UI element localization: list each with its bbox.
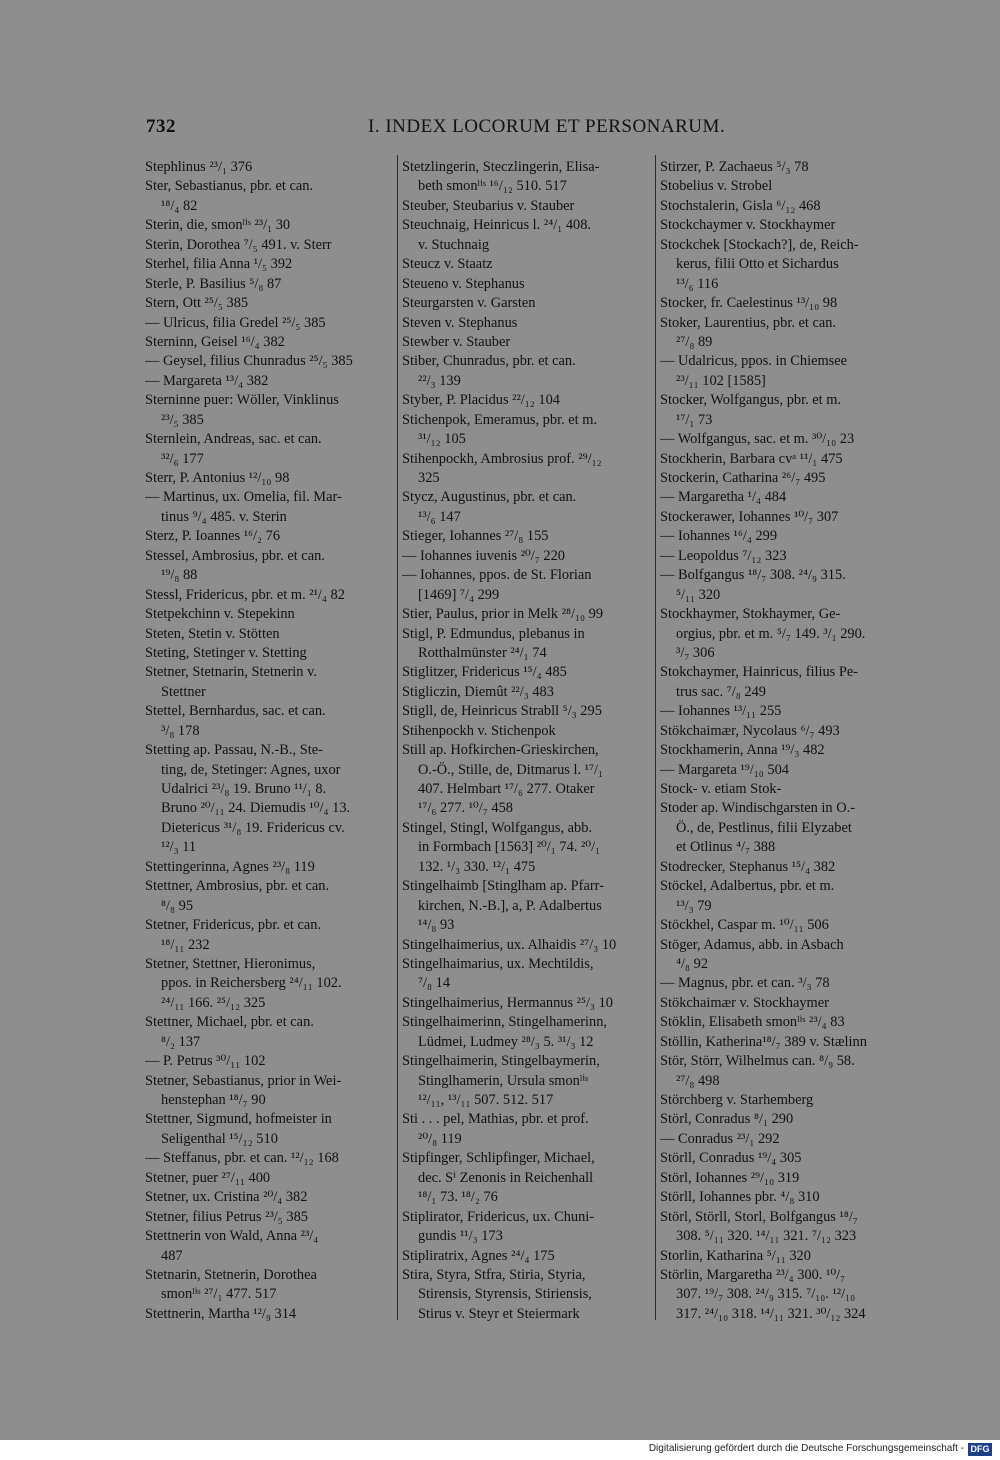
index-entry-line: Sterin, Dorothea ⁷/₅ 491. v. Sterr [145, 236, 332, 253]
index-entry-line: Sti . . . pel, Mathias, pbr. et prof. [402, 1111, 589, 1128]
index-entry-line: Stieger, Iohannes ²⁷/₈ 155 [402, 528, 549, 545]
column-divider [655, 155, 656, 1320]
index-entry-line: — Leopoldus ⁷/₁₂ 323 [660, 547, 787, 564]
index-entry-line: Stettel, Bernhardus, sac. et can. [145, 703, 326, 720]
index-entry-line: ¹³/₃ 79 [676, 897, 712, 914]
index-entry-line: — Martinus, ux. Omelia, fil. Mar- [145, 489, 342, 506]
index-entry-line: Sterninne puer: Wöller, Vinklinus [145, 392, 339, 409]
index-entry-line: Sterr, P. Antonius ¹²/₁₀ 98 [145, 470, 290, 486]
index-entry-line: Stökchaimær, Nycolaus ⁶/₇ 493 [660, 722, 840, 739]
index-entry-line: Stingelhaimerius, ux. Alhaidis ²⁷/₃ 10 [402, 936, 617, 953]
index-entry-line: Stetzlingerin, Steczlingerin, Elisa- [402, 159, 600, 175]
index-entry-line: ¹⁸/₄ 82 [161, 197, 198, 214]
index-entry-line: Stetner, Stetnarin, Stetnerin v. [145, 664, 317, 681]
index-entry-line: Stingel, Stingl, Wolfgangus, abb. [402, 819, 593, 836]
index-entry-line: gundis ¹¹/₃ 173 [418, 1228, 503, 1245]
index-entry-line: — P. Petrus ³⁰/₁₁ 102 [145, 1053, 266, 1070]
index-entry-line: 308. ⁵/₁₁ 320. ¹⁴/₁₁ 321. ⁷/₁₂ 323 [676, 1228, 857, 1245]
index-entry-line: ³/₇ 306 [676, 644, 715, 661]
index-entry-line: 487 [161, 1247, 183, 1264]
index-entry-line: Stockhaymer, Stokhaymer, Ge- [660, 606, 841, 623]
index-entry-line: Stingelhaimerin, Stingelbaymerin, [402, 1053, 600, 1070]
index-entry-line: kirchen, N.-B.], a, P. Adalbertus [418, 897, 602, 914]
index-entry-line: kerus, filii Otto et Sichardus [676, 256, 839, 273]
index-entry-line: Steven v. Stephanus [402, 314, 518, 331]
index-column-right [660, 158, 908, 1324]
index-entry-line: Stöllin, Katherina¹⁸/₇ 389 v. Stælinn [660, 1033, 867, 1050]
index-entry-line: Stockerawer, Iohannes ¹⁰/₇ 307 [660, 508, 839, 525]
index-entry-line: Still ap. Hofkirchen-Grieskirchen, [402, 742, 599, 759]
index-entry-line: ¹⁷/₆ 277. ¹⁰/₇ 458 [418, 800, 514, 817]
index-entry-line: Störchberg v. Starhemberg [660, 1092, 814, 1108]
index-entry-line: Stirus v. Steyr et Steiermark [418, 1305, 580, 1322]
index-entry-line: Steting, Stetinger v. Stetting [145, 644, 307, 661]
index-entry-line: 307. ¹⁹/₇ 308. ²⁴/₉ 315. ⁷/₁₀. ¹²/₁₀ [676, 1286, 856, 1303]
index-entry-line: Störl, Conradus ⁸/₁ 290 [660, 1111, 794, 1128]
index-entry-line: Stochstalerin, Gisla ⁶/₁₂ 468 [660, 197, 821, 214]
index-entry-line: Stira, Styra, Stfra, Stiria, Styria, [402, 1266, 586, 1283]
index-entry-line: Stokchaymer, Hainricus, filius Pe- [660, 664, 859, 681]
index-column-middle [402, 158, 652, 1324]
index-entry-line: Stiglitzer, Fridericus ¹⁵/₄ 485 [402, 664, 567, 681]
index-entry-line: ⁴/₈ 92 [676, 955, 709, 972]
index-entry-line: [1469] ⁷/₄ 299 [418, 586, 500, 603]
index-entry-line: Stocker, fr. Caelestinus ¹³/₁₀ 98 [660, 295, 838, 312]
index-entry-line: Sterninn, Geisel ¹⁶/₄ 382 [145, 333, 285, 350]
index-column-left [145, 158, 393, 1324]
index-entry-line: ¹⁴/₈ 93 [418, 917, 455, 934]
index-entry-line: ¹⁹/₈ 88 [161, 567, 198, 584]
index-entry-line: Stetner, puer ²⁷/₁₁ 400 [145, 1169, 271, 1186]
index-entry-line: Stetner, ux. Cristina ²⁰/₄ 382 [145, 1189, 308, 1206]
index-entry-line: Stettner, Ambrosius, pbr. et can. [145, 878, 330, 895]
index-entry-line: ¹²/₁₁, ¹³/₁₁ 507. 512. 517 [418, 1092, 554, 1108]
index-entry-line: Ster, Sebastianus, pbr. et can. [145, 178, 314, 195]
index-entry-line: Stiplirator, Fridericus, ux. Chuni- [402, 1208, 595, 1225]
index-entry-line: Stettner, Sigmund, hofmeister in [145, 1111, 332, 1128]
index-entry-line: ¹⁸/₁ 73. ¹⁸/₂ 76 [418, 1189, 498, 1206]
index-entry-line: — Magnus, pbr. et can. ³/₃ 78 [660, 975, 830, 992]
index-entry-line: Stingelhaimerinn, Stingelhamerinn, [402, 1014, 608, 1031]
index-entry-line: Stöger, Adamus, abb. in Asbach [660, 936, 844, 953]
index-entry-line: ppos. in Reichersberg ²⁴/₁₁ 102. [161, 975, 342, 992]
index-entry-line: Stockerin, Catharina ²⁶/₇ 495 [660, 470, 826, 486]
index-entry-line: Stigliczin, Diemût ²²/₃ 483 [402, 683, 554, 700]
index-entry-line: Stör, Störr, Wilhelmus can. ⁸/₉ 58. [660, 1053, 855, 1070]
index-entry-line: ⁸/₂ 137 [161, 1033, 201, 1050]
index-entry-line: Stock- v. etiam Stok- [660, 781, 782, 797]
index-entry-line: Stettingerinna, Agnes ²³/₈ 119 [145, 858, 315, 875]
index-entry-line: Stettner, Michael, pbr. et can. [145, 1014, 314, 1031]
index-entry-line: Stöklin, Elisabeth smonˡⁱˢ ²³/₄ 83 [660, 1014, 845, 1031]
index-entry-line: Stetting ap. Passau, N.-B., Ste- [145, 742, 323, 759]
index-entry-line: Stirensis, Styrensis, Stiriensis, [418, 1286, 592, 1303]
index-entry-line: Lüdmei, Ludmey ²⁸/₃ 5. ³¹/₃ 12 [418, 1033, 594, 1050]
index-entry-line: Stetner, Stettner, Hieronimus, [145, 955, 316, 972]
index-entry-line: — Bolfgangus ¹⁸/₇ 308. ²⁴/₉ 315. [660, 567, 846, 584]
index-entry-line: smonˡⁱˢ ²⁷/₁ 477. 517 [161, 1286, 277, 1303]
index-entry-line: ³/₈ 178 [161, 722, 200, 739]
running-title: I. INDEX LOCORUM ET PERSONARUM. [368, 116, 726, 137]
index-entry-line: Sterz, P. Ioannes ¹⁶/₂ 76 [145, 528, 281, 545]
index-entry-line: ²⁷/₈ 89 [676, 333, 713, 350]
index-entry-line: — Conradus ²³/₁ 292 [660, 1130, 780, 1147]
index-entry-line: Udalrici ²³/₈ 19. Bruno ¹¹/₁ 8. [161, 781, 327, 797]
index-entry-line: ting, de, Stetinger: Agnes, uxor [161, 761, 341, 778]
index-entry-line: 132. ¹/₃ 330. ¹²/₁ 475 [418, 858, 536, 875]
index-entry-line: Stichenpok, Emeramus, pbr. et m. [402, 411, 598, 428]
index-entry-line: Stihenpockh, Ambrosius prof. ²⁹/₁₂ [402, 450, 602, 467]
index-entry-line: Stingelhaimerius, Hermannus ²⁵/₃ 10 [402, 994, 613, 1011]
index-entry-line: ⁷/₈ 14 [418, 975, 451, 992]
index-entry-line: ²⁰/₈ 119 [418, 1130, 462, 1147]
index-entry-line: — Margareta ¹⁹/₁₀ 504 [660, 761, 789, 778]
column-divider [397, 155, 398, 1320]
index-entry-line: ¹³/₆ 116 [676, 275, 719, 292]
index-entry-line: Stöckhel, Caspar m. ¹⁰/₁₁ 506 [660, 917, 829, 934]
index-entry-line: Stodrecker, Stephanus ¹⁵/₄ 382 [660, 858, 836, 875]
index-entry-line: Stessl, Fridericus, pbr. et m. ²¹/₄ 82 [145, 586, 345, 603]
index-entry-line: ⁵/₁₁ 320 [676, 586, 721, 603]
index-entry-line: Stingelhaimb [Stinglham ap. Pfarr- [402, 878, 604, 895]
index-entry-line: Stycz, Augustinus, pbr. et can. [402, 489, 577, 506]
index-entry-line: et Otlinus ⁴/₇ 388 [676, 839, 776, 856]
index-entry-line: — Iohannes ¹³/₁₁ 255 [660, 703, 782, 720]
index-entry-line: Stetner, Sebastianus, prior in Wei- [145, 1072, 342, 1089]
index-entry-line: ²²/₃ 139 [418, 372, 461, 389]
index-entry-line: tinus ⁹/₄ 485. v. Sterin [161, 508, 287, 525]
footer-bar [0, 1440, 1000, 1460]
index-entry-line: ²³/₁₁ 102 [1585] [676, 372, 766, 389]
index-entry-line: Stewber v. Stauber [402, 333, 511, 350]
index-entry-line: Storlin, Katharina ⁵/₁₁ 320 [660, 1247, 811, 1264]
index-entry-line: Stephlinus ²³/₁ 376 [145, 159, 253, 175]
index-entry-line: Sterhel, filia Anna ¹/₅ 392 [145, 256, 293, 273]
index-entry-line: dec. Sⁱ Zenonis in Reichenhall [418, 1169, 594, 1186]
index-entry-line: Störlin, Margaretha ²³/₄ 300. ¹⁰/₇ [660, 1266, 846, 1283]
index-entry-line: — Udalricus, ppos. in Chiemsee [660, 353, 848, 370]
index-entry-line: beth smonˡⁱˢ ¹⁶/₁₂ 510. 517 [418, 178, 567, 195]
dfg-logo: DFG [968, 1443, 992, 1456]
index-entry-line: Stöckel, Adalbertus, pbr. et m. [660, 878, 835, 895]
index-entry-line: — Iohannes, ppos. de St. Florian [402, 567, 592, 584]
index-entry-line: Stoder ap. Windischgarsten in O.- [660, 800, 855, 817]
index-entry-line: ¹⁷/₁ 73 [676, 411, 713, 428]
index-entry-line: — Margareta ¹³/₄ 382 [145, 372, 269, 389]
index-entry-line: Stocker, Wolfgangus, pbr. et m. [660, 392, 842, 409]
index-entry-line: Stier, Paulus, prior in Melk ²⁸/₁₀ 99 [402, 606, 604, 623]
index-entry-line: Stobelius v. Strobel [660, 178, 773, 195]
index-entry-line: Stetpekchinn v. Stepekinn [145, 606, 295, 623]
index-entry-line: Stigl, P. Edmundus, plebanus in [402, 625, 585, 642]
index-entry-line: Steucz v. Staatz [402, 256, 493, 273]
index-entry-line: Stetnarin, Stetnerin, Dorothea [145, 1266, 317, 1283]
index-entry-line: Stökchaimær v. Stockhaymer [660, 994, 829, 1011]
index-entry-line: Bruno ²⁰/₁₁ 24. Diemudis ¹⁰/₄ 13. [161, 800, 351, 817]
index-entry-line: Stigll, de, Heinricus Strabll ⁵/₃ 295 [402, 703, 602, 720]
page-header [146, 116, 906, 142]
index-entry-line: Stern, Ott ²⁵/₅ 385 [145, 295, 249, 312]
index-entry-line: ¹²/₃ 11 [161, 839, 197, 856]
index-entry-line: Sternlein, Andreas, sac. et can. [145, 431, 322, 448]
index-entry-line: in Formbach [1563] ²⁰/₁ 74. ²⁰/₁ [418, 839, 601, 856]
index-entry-line: ¹⁸/₁₁ 232 [161, 936, 210, 953]
index-entry-line: Steuber, Steubarius v. Stauber [402, 197, 575, 214]
index-entry-line: Stoker, Laurentius, pbr. et can. [660, 314, 837, 331]
index-entry-line: — Ulricus, filia Gredel ²⁵/₅ 385 [145, 314, 326, 331]
index-entry-line: Stiber, Chunradus, pbr. et can. [402, 353, 576, 370]
index-entry-line: Styber, P. Placidus ²²/₁₂ 104 [402, 392, 561, 409]
index-entry-line: ¹³/₆ 147 [418, 508, 461, 525]
index-entry-line: ³¹/₁₂ 105 [418, 431, 466, 448]
index-entry-line: Steten, Stetin v. Stötten [145, 625, 280, 642]
index-entry-line: ²⁷/₈ 498 [676, 1072, 720, 1089]
page-number: 732 [146, 116, 176, 137]
index-entry-line: ³²/₆ 177 [161, 450, 204, 467]
index-entry-line: O.-Ö., Stille, de, Ditmarus l. ¹⁷/₁ [418, 761, 604, 778]
index-entry-line: Rotthalmünster ²⁴/₁ 74 [418, 644, 547, 661]
index-entry-line: Stockherin, Barbara cvᵃ ¹¹/₁ 475 [660, 450, 843, 467]
index-entry-line: Ö., de, Pestlinus, filii Elyzabet [676, 819, 852, 836]
index-entry-line: v. Stuchnaig [418, 236, 490, 253]
index-entry-line: 325 [418, 470, 440, 486]
index-entry-line: Stipliratrix, Agnes ²⁴/₄ 175 [402, 1247, 555, 1264]
index-entry-line: Steurgarsten v. Garsten [402, 295, 536, 312]
index-entry-line: Stinglhamerin, Ursula smonˡⁱˢ [418, 1072, 589, 1089]
index-entry-line: trus sac. ⁷/₈ 249 [676, 683, 766, 700]
index-entry-line: Sterin, die, smonˡⁱˢ ²³/₁ 30 [145, 217, 291, 234]
index-entry-line: Stockchek [Stockach?], de, Reich- [660, 236, 859, 253]
index-entry-line: ⁸/₈ 95 [161, 897, 194, 914]
index-entry-line: henstephan ¹⁸/₇ 90 [161, 1092, 266, 1108]
index-entry-line: ²³/₅ 385 [161, 411, 204, 428]
index-entry-line: Stihenpockh v. Stichenpok [402, 722, 556, 739]
index-entry-line: Störl, Störll, Storl, Bolfgangus ¹⁸/₇ [660, 1208, 858, 1225]
index-entry-line: Stirzer, P. Zachaeus ⁵/₃ 78 [660, 159, 809, 175]
index-entry-line: Stetner, Fridericus, pbr. et can. [145, 917, 322, 934]
funding-note: Digitalisierung gefördert durch die Deutsche Forschungsgemeinschaft - [648, 1443, 964, 1454]
index-entry-line: — Margaretha ¹/₄ 484 [660, 489, 787, 506]
index-entry-line: Stessel, Ambrosius, pbr. et can. [145, 547, 325, 564]
index-entry-line: 407. Helmbart ¹⁷/₆ 277. Otaker [418, 781, 595, 797]
index-entry-line: Stettnerin, Martha ¹²/₉ 314 [145, 1305, 297, 1322]
index-entry-line: — Steffanus, pbr. et can. ¹²/₁₂ 168 [145, 1150, 339, 1167]
index-entry-line: Stettnerin von Wald, Anna ²³/₄ [145, 1228, 319, 1245]
index-entry-line: orgius, pbr. et m. ⁵/₇ 149. ³/₁ 290. [676, 625, 866, 642]
index-entry-line: Steuchnaig, Heinricus l. ²⁴/₁ 408. [402, 217, 592, 234]
index-entry-line: Stetner, filius Petrus ²³/₅ 385 [145, 1208, 308, 1225]
index-entry-line: Stockchaymer v. Stockhaymer [660, 217, 836, 234]
index-entry-line: Störll, Iohannes pbr. ⁴/₈ 310 [660, 1189, 820, 1206]
index-entry-line: — Iohannes ¹⁶/₄ 299 [660, 528, 778, 545]
index-entry-line: Stettner [161, 683, 206, 700]
index-entry-line: — Iohannes iuvenis ²⁰/₇ 220 [402, 547, 565, 564]
index-entry-line: Dietericus ³¹/₈ 19. Fridericus cv. [161, 819, 345, 836]
index-entry-line: Sterle, P. Basilius ⁵/₈ 87 [145, 275, 282, 292]
index-entry-line: ²⁴/₁₁ 166. ²⁵/₁₂ 325 [161, 994, 266, 1011]
index-entry-line: 317. ²⁴/₁₀ 318. ¹⁴/₁₁ 321. ³⁰/₁₂ 324 [676, 1305, 866, 1322]
index-entry-line: Stockhamerin, Anna ¹⁹/₃ 482 [660, 742, 825, 759]
index-entry-line: Störll, Conradus ¹⁹/₄ 305 [660, 1150, 802, 1167]
index-entry-line: Stingelhaimarius, ux. Mechtildis, [402, 955, 594, 972]
index-entry-line: Seligenthal ¹⁵/₁₂ 510 [161, 1130, 278, 1147]
index-entry-line: Steueno v. Stephanus [402, 275, 525, 292]
index-entry-line: — Geysel, filius Chunradus ²⁵/₅ 385 [145, 353, 353, 370]
index-entry-line: — Wolfgangus, sac. et m. ³⁰/₁₀ 23 [660, 431, 855, 448]
index-entry-line: Störl, Iohannes ²⁹/₁₀ 319 [660, 1169, 800, 1186]
index-entry-line: Stipfinger, Schlipfinger, Michael, [402, 1150, 595, 1167]
